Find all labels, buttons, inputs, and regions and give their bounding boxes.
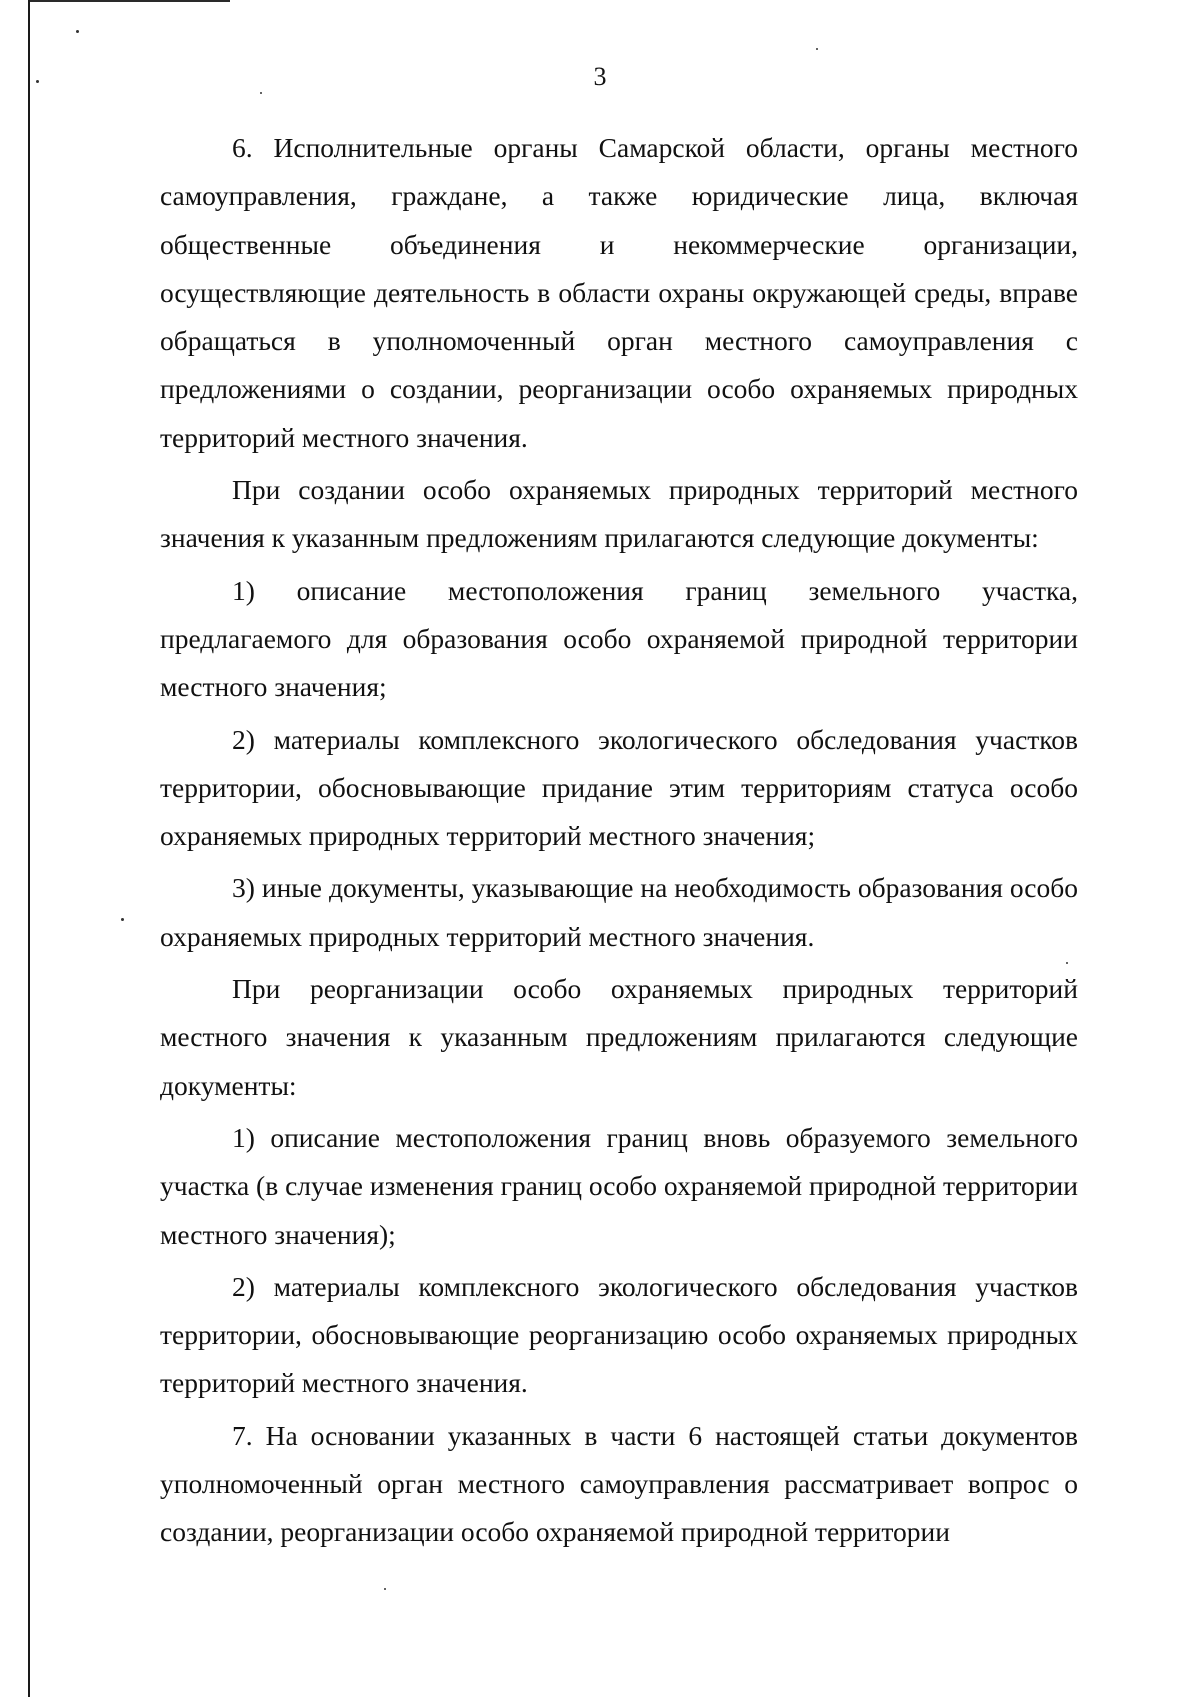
scan-speck (121, 918, 124, 921)
creation-item-3: 3) иные документы, указывающие на необходимость образования особо охраняемых природных территорий местного значения. (160, 872, 1078, 952)
page-number: 3 (593, 62, 607, 91)
paragraph-7: 7. На основании указанных в части 6 настоящей статьи документов уполномоченный орган местного самоуправления рассматривает вопрос о создании, реорганизации особо охраняемой природной территории (160, 1419, 1078, 1548)
scan-speck (816, 48, 818, 50)
paragraph-reorganization-intro: При реорганизации особо охраняемых природных территорий местного значения к указанным предложениям прилагаются следующие документы: (160, 973, 1078, 1101)
paragraph-6: 6. Исполнительные органы Самарской области, органы местного самоуправления, граждане, а также юридические лица, включая общественные объединения и некоммерческие организации, осуществляющие деятельность в области охраны окружающей среды, вправе обращаться в уполномоченный орган местного самоуправления с предложениями о создании, реорганизации особо охраняемых природных территорий местного значения. (160, 132, 1078, 453)
document-body (160, 124, 1078, 1557)
paragraph-creation-intro: При создании особо охраняемых природных территорий местного значения к указанным предложениям прилагаются следующие документы: (160, 474, 1078, 554)
scan-speck (384, 1588, 386, 1590)
creation-item-2: 2) материалы комплексного экологического обследования участков территории, обосновывающие придание этим территориям статуса особо охраняемых природных территорий местного значения; (160, 723, 1078, 852)
creation-item-1: 1) описание местоположения границ земельного участка, предлагаемого для образования особо охраняемой природной территории местного значения; (160, 574, 1078, 703)
scan-edge-top (30, 0, 230, 2)
scan-edge-left (28, 0, 30, 1697)
reorganization-item-2: 2) материалы комплексного экологического обследования участков территории, обосновывающие реорганизацию особо охраняемых природных территорий местного значения. (160, 1270, 1078, 1399)
scan-speck (260, 92, 262, 94)
reorganization-item-1: 1) описание местоположения границ вновь образуемого земельного участка (в случае изменения границ особо охраняемой природной территории местного значения); (160, 1121, 1078, 1250)
scan-speck (76, 30, 79, 33)
